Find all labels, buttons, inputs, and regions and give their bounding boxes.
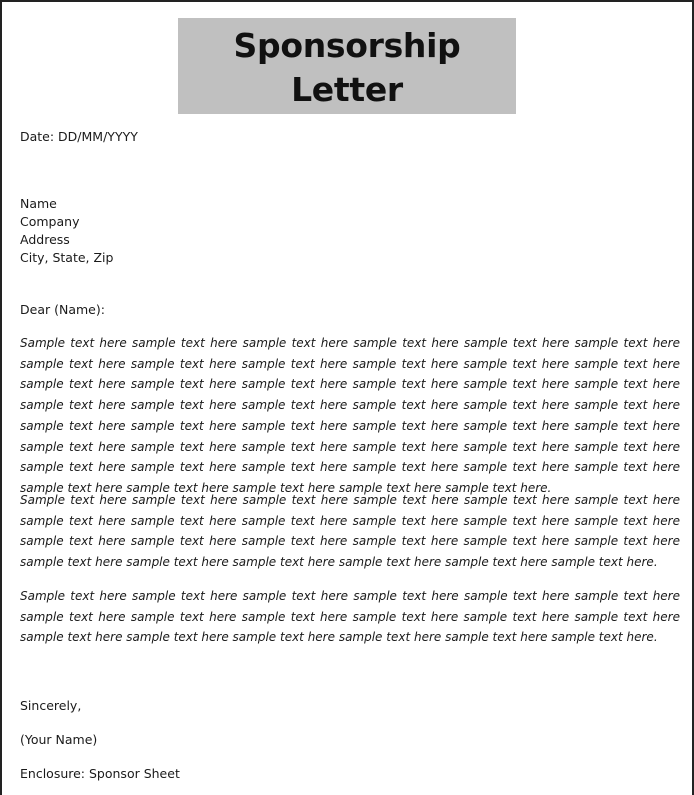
recipient-address-block (20, 195, 113, 267)
recipient-name: Name (20, 196, 57, 211)
enclosure-line: Enclosure: Sponsor Sheet (20, 766, 180, 781)
page-title: Sponsorship Letter (178, 18, 516, 114)
date-line: Date: DD/MM/YYYY (20, 129, 138, 144)
body-paragraph-2: Sample text here sample text here sample text here sample text here sample text here sample text here sample text here sample text here sample text here sample text here sample text here sample text here sample text here sample text here sample text here sample text here sample text here sample text here sample text here sample text here sample text here sample text here sample text here sample text here. (20, 493, 680, 570)
recipient-company: Company (20, 214, 80, 229)
body-paragraph-3: Sample text here sample text here sample text here sample text here sample text here sample text here sample text here sample text here sample text here sample text here sample text here sample text here sample text here sample text here sample text here sample text here sample text here sample text here. (20, 589, 680, 645)
closing: Sincerely, (20, 698, 82, 713)
signature-name: (Your Name) (20, 732, 98, 747)
title-container (2, 18, 692, 114)
body-paragraph-1: Sample text here sample text here sample text here sample text here sample text here sample text here sample text here sample text here sample text here sample text here sample text here sample text here sample text here sample text here sample text here sample text here sample text here sample text here sample text here sample text here sample text here sample text here sample text here sample text here sample text here sample text here sample text here sample text here sample text here sample text here sample text here sample text here sample text here sample text here sample text here sample text here sample text here sample text here sample text here sample text here sample text here sample text here sample text here sample text here sample text here sample text here sample text here. (20, 336, 680, 495)
salutation: Dear (Name): (20, 302, 105, 317)
recipient-address: Address (20, 232, 70, 247)
recipient-city-state-zip: City, State, Zip (20, 250, 114, 265)
